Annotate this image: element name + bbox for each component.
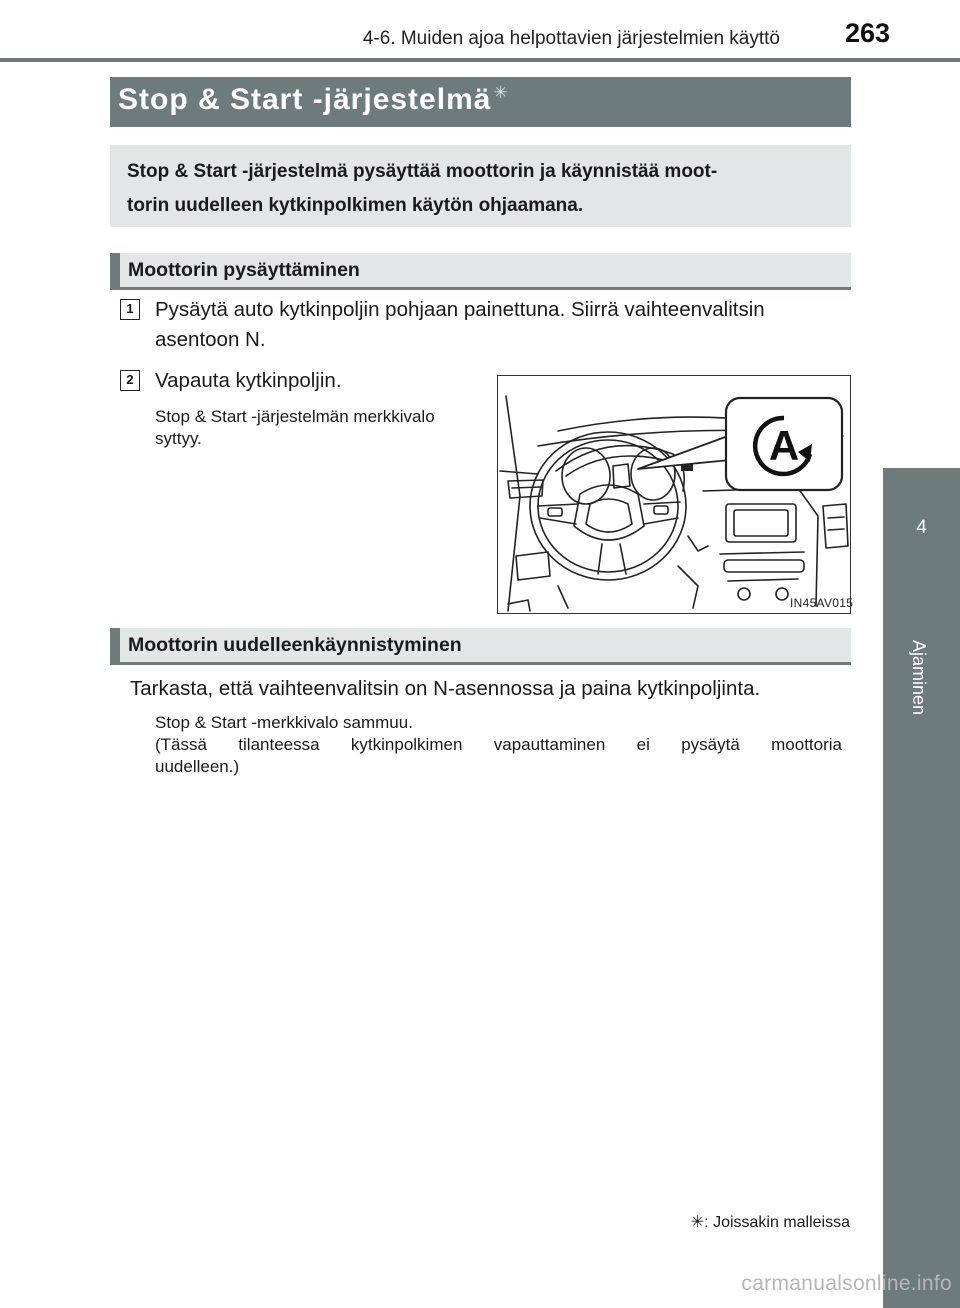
- step-number-badge: 2: [120, 370, 140, 391]
- intro-text: [127, 155, 842, 223]
- section-heading-restart: Moottorin uudelleenkäynnistyminen: [128, 634, 462, 656]
- figure-code: IN45AV015: [790, 596, 854, 610]
- step-text: [155, 295, 850, 355]
- intro-line: Stop & Start -järjestelmä pysäyttää moottorin ja käynnistää moot-: [127, 161, 718, 182]
- step-number-badge: 1: [120, 299, 140, 320]
- steering-wheel-dashboard-drawing: [498, 376, 854, 614]
- chapter-label-wrap: [891, 640, 951, 750]
- step-note: [155, 406, 490, 450]
- intro-line: torin uudelleen kytkinpolkimen käytön ohjaamana.: [127, 195, 584, 216]
- dashboard-illustration: [497, 375, 854, 614]
- step-line: asentoon N.: [155, 328, 266, 351]
- restart-note: [155, 712, 842, 778]
- restart-note-line: Stop & Start -merkkivalo sammuu.: [155, 713, 413, 732]
- step-line: Pysäytä auto kytkinpoljin pohjaan painettuna. Siirrä vaihteenvalitsin: [155, 298, 765, 321]
- page-title-text: Stop & Start -järjestelmä: [118, 83, 492, 116]
- asterisk-icon: ✳: [690, 1214, 705, 1231]
- chapter-number: 4: [916, 517, 927, 538]
- page-number: 263: [844, 18, 890, 48]
- chapter-side-tab: [883, 468, 960, 1308]
- restart-note-line: uudelleen.): [155, 757, 240, 776]
- asterisk-icon: ✳: [493, 83, 509, 102]
- page-title: [118, 83, 509, 117]
- footnote-text: : Joissakin malleissa: [704, 1214, 850, 1231]
- step-text: Vapauta kytkinpoljin.: [155, 369, 342, 392]
- chapter-label: Ajaminen: [909, 640, 929, 716]
- running-header-section: 4-6. Muiden ajoa helpottavien järjestelmien käyttö: [362, 28, 780, 49]
- restart-note-line: (Tässä tilanteessa kytkinpolkimen vapauttaminen ei pysäytä moottoria: [155, 735, 842, 754]
- step-note-line: syttyy.: [155, 429, 202, 448]
- header-rule: [0, 58, 960, 62]
- footnote: [600, 1212, 850, 1232]
- section-heading-stop: Moottorin pysäyttäminen: [128, 259, 360, 281]
- restart-instruction: Tarkasta, että vaihteenvalitsin on N-asennossa ja paina kytkinpoljinta.: [130, 677, 761, 700]
- watermark: carmanualsonline.info: [741, 1272, 952, 1295]
- step-note-line: Stop & Start -järjestelmän merkkivalo: [155, 407, 435, 426]
- callout-letter: A: [768, 422, 800, 469]
